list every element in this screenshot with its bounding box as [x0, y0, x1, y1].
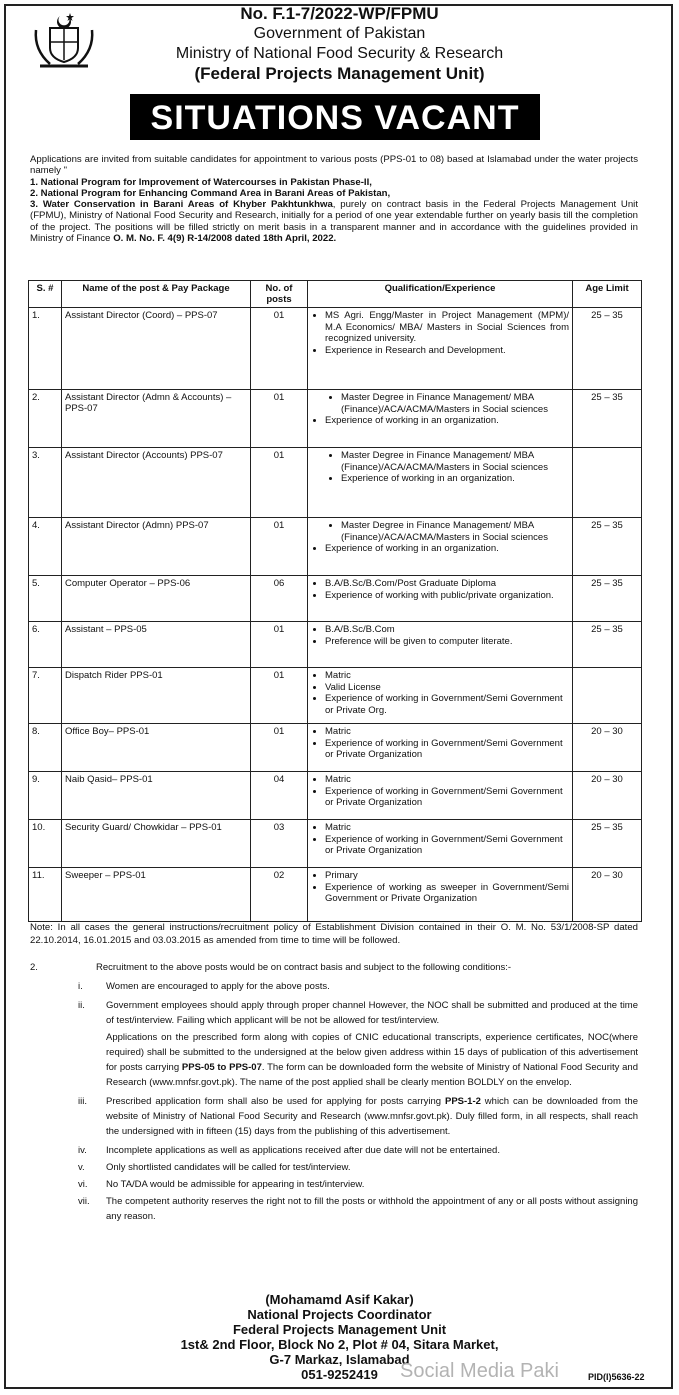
table-row [29, 772, 642, 820]
watermark-text: Social Media Paki [400, 1360, 559, 1382]
condition-item [30, 1194, 638, 1224]
row-age-limit: 20 – 30 [573, 772, 642, 820]
condition-text [106, 1094, 638, 1139]
row-age-limit: 20 – 30 [573, 868, 642, 922]
row-sn: 5. [29, 576, 62, 622]
qualification-item: • Master Degree in Finance Management/ MBA (Finance)/ACA/ACMA/Masters in Social sciences [341, 392, 569, 415]
table-row [29, 576, 642, 622]
header-no-of-posts: No. of posts [251, 281, 308, 308]
qualification-item: • Matric [325, 822, 569, 834]
condition-item [30, 1143, 638, 1158]
condition-item [30, 1177, 638, 1192]
condition-text: The competent authority reserves the right not to fill the posts or withhold the appointment of any or all posts without assigning any reason. [106, 1196, 638, 1222]
address-line-1: 1st& 2nd Floor, Block No 2, Plot # 04, Sitara Market, [180, 1337, 499, 1352]
address-line-2: G-7 Markaz, Islamabad [269, 1352, 410, 1367]
row-qualification [308, 724, 573, 772]
table-row [29, 308, 642, 390]
qualification-item: • Experience of working in an organization. [325, 415, 569, 427]
condition-item [30, 979, 638, 994]
conditions-intro-row [30, 960, 638, 975]
condition-text-part: Applications on the prescribed form along with copies of CNIC educational transcripts, experience certificates, NOC(where required) shall be submitted to the undersigned at the below given address within 15 days of publication of this advertisement for posts carrying [106, 1032, 638, 1073]
row-sn: 1. [29, 308, 62, 390]
qualification-item: • Matric [325, 726, 569, 738]
row-post-name: Assistant – PPS-05 [62, 622, 251, 668]
condition-number: v. [78, 1162, 85, 1173]
qualification-item: • Experience of working in Government/Semi Government or Private Organization [325, 786, 569, 809]
qualification-item: • Master Degree in Finance Management/ MBA (Finance)/ACA/ACMA/Masters in Social sciences [341, 520, 569, 543]
condition-item [30, 1030, 638, 1090]
row-age-limit: 25 – 35 [573, 518, 642, 576]
condition-item [30, 998, 638, 1028]
qualification-item: • MS Agri. Engg/Master in Project Management (MPM)/ M.A Economics/ MBA/ Masters in Social Sciences from recognized university. [325, 310, 569, 345]
header-qualification: Qualification/Experience [308, 281, 573, 308]
qualification-item: • Primary [325, 870, 569, 882]
row-qualification [308, 308, 573, 390]
row-post-name: Assistant Director (Coord) – PPS-07 [62, 308, 251, 390]
signatory-unit: Federal Projects Management Unit [232, 1322, 447, 1337]
intro-paragraph [30, 154, 638, 244]
intro-tail: , purely on contract basis in the Federal Projects Management Unit (FPMU), Ministry of National Food Security and Research, initially for a period of one year extendable further on yearly basis till the completion of the project. The positions will be filled strictly on merit basis in a transparent manner and in accordance with the guidelines provided in Ministry of Finance [30, 199, 638, 245]
row-sn: 7. [29, 668, 62, 724]
row-qualification [308, 820, 573, 868]
table-row [29, 390, 642, 448]
table-row [29, 820, 642, 868]
row-age-limit [573, 668, 642, 724]
header-sn: S. # [29, 281, 62, 308]
condition-text: Government employees should apply through proper channel However, the NOC shall be submitted and produced at the time of test/interview. Failing which applicant will be not be allowed for test/interview. [106, 1000, 638, 1026]
qualification-item: • Valid License [325, 682, 569, 694]
row-qualification [308, 622, 573, 668]
row-no-of-posts: 01 [251, 448, 308, 518]
qualification-item: • B.A/B.Sc/B.Com/Post Graduate Diploma [325, 578, 569, 590]
signature-block [0, 1292, 679, 1382]
row-qualification [308, 668, 573, 724]
letterhead [0, 4, 679, 84]
row-post-name: Assistant Director (Admn & Accounts) – PPS-07 [62, 390, 251, 448]
qualification-item: • Master Degree in Finance Management/ MBA (Finance)/ACA/ACMA/Masters in Social sciences [341, 450, 569, 473]
condition-text [106, 1030, 638, 1090]
row-age-limit: 25 – 35 [573, 622, 642, 668]
conditions-intro: Recruitment to the above posts would be on contract basis and subject to the following conditions:- [96, 962, 512, 973]
qualification-item: • Matric [325, 670, 569, 682]
condition-number: vi. [78, 1179, 88, 1190]
row-sn: 3. [29, 448, 62, 518]
row-no-of-posts: 01 [251, 724, 308, 772]
row-no-of-posts: 01 [251, 518, 308, 576]
qualification-item: • Preference will be given to computer literate. [325, 636, 569, 648]
table-row [29, 668, 642, 724]
table-row [29, 622, 642, 668]
phone-number: 051-9252419 [301, 1367, 378, 1382]
row-no-of-posts: 01 [251, 308, 308, 390]
row-age-limit [573, 448, 642, 518]
table-row [29, 448, 642, 518]
qualification-item: • Experience of working in an organization. [325, 543, 569, 555]
row-post-name: Sweeper – PPS-01 [62, 868, 251, 922]
qualification-item: • Experience of working in Government/Semi Government or Private Organization [325, 834, 569, 857]
row-qualification [308, 868, 573, 922]
reference-number: No. F.1-7/2022-WP/FPMU [240, 4, 439, 23]
qualification-item: • B.A/B.Sc/B.Com [325, 624, 569, 636]
header-post-name: Name of the post & Pay Package [62, 281, 251, 308]
qualification-item: • Experience of working in Government/Semi Government or Private Organization [325, 738, 569, 761]
row-no-of-posts: 06 [251, 576, 308, 622]
qualification-item: • Experience of working as sweeper in Government/Semi Government or Private Organization [325, 882, 569, 905]
row-age-limit: 25 – 35 [573, 308, 642, 390]
condition-text: Incomplete applications as well as applications received after due date will not be entertained. [106, 1145, 500, 1156]
situations-vacant-banner: SITUATIONS VACANT [130, 94, 540, 140]
qualification-item: • Matric [325, 774, 569, 786]
row-age-limit: 25 – 35 [573, 390, 642, 448]
qualification-item: • Experience of working in Government/Semi Government or Private Org. [325, 693, 569, 716]
table-row [29, 868, 642, 922]
qualification-item: • Experience of working in an organization. [341, 473, 569, 485]
row-sn: 9. [29, 772, 62, 820]
condition-number: iii. [78, 1096, 87, 1107]
header-age-limit: Age Limit [573, 281, 642, 308]
row-sn: 11. [29, 868, 62, 922]
row-post-name: Assistant Director (Admn) PPS-07 [62, 518, 251, 576]
note-text: Note: In all cases the general instructions/recruitment policy of Establishment Division contained in their O. M. No. 53/1/2008-SP dated 22.10.2014, 16.01.2015 and 03.03.2015 as amended from time to time will be followed. [30, 922, 638, 946]
table-row [29, 518, 642, 576]
row-sn: 6. [29, 622, 62, 668]
row-post-name: Office Boy– PPS-01 [62, 724, 251, 772]
row-post-name: Computer Operator – PPS-06 [62, 576, 251, 622]
condition-text: Women are encouraged to apply for the above posts. [106, 981, 330, 992]
row-sn: 8. [29, 724, 62, 772]
project-3: 3. Water Conservation in Barani Areas of Khyber Pakhtunkhwa [30, 199, 333, 211]
signatory-title: National Projects Coordinator [247, 1307, 432, 1322]
row-no-of-posts: 04 [251, 772, 308, 820]
condition-number: vii. [78, 1196, 90, 1207]
row-sn: 10. [29, 820, 62, 868]
condition-text-part: . The form can be downloaded form the website of Ministry of National Food Security and Research (www.mnfsr.govt.pk). The name of the post applied shall be clearly mention BOLDLY on the envelop. [106, 1062, 638, 1088]
row-no-of-posts: 01 [251, 390, 308, 448]
intro-lead: Applications are invited from suitable candidates for appointment to various posts (PPS-01 to 08) based at Islamabad under the water projects namely " [30, 154, 638, 177]
table-header-row [29, 281, 642, 308]
row-no-of-posts: 02 [251, 868, 308, 922]
condition-bold: PPS-05 to PPS-07 [181, 1062, 262, 1073]
project-1: 1. National Program for Improvement of Watercourses in Pakistan Phase-II, [30, 176, 372, 188]
pid-number: PID(I)5636-22 [588, 1372, 645, 1382]
condition-text-part: which can be downloaded from the website of Ministry of National Food Security and Research (www.mnfsr.govt.pk). Duly filled form, in all respects, shall reach the undersigned with in fifteen (15) days from the publishing of this advertisement. [106, 1096, 638, 1137]
condition-text-part: Prescribed application form shall also be used for applying for posts carrying [106, 1096, 445, 1107]
condition-number: iv. [78, 1145, 87, 1156]
conditions-section [30, 960, 638, 1224]
row-age-limit: 25 – 35 [573, 820, 642, 868]
condition-bold: PPS-1-2 [444, 1096, 481, 1107]
intro-body [30, 199, 638, 244]
condition-number [30, 1030, 106, 1090]
table-row [29, 724, 642, 772]
condition-item [30, 1094, 638, 1139]
row-post-name: Naib Qasid– PPS-01 [62, 772, 251, 820]
row-sn: 4. [29, 518, 62, 576]
row-age-limit: 20 – 30 [573, 724, 642, 772]
condition-text: No TA/DA would be admissible for appearing in test/interview. [106, 1179, 365, 1190]
project-2: 2. National Program for Enhancing Command Area in Barani Areas of Pakistan, [30, 187, 391, 199]
condition-number: i. [78, 981, 83, 992]
row-qualification [308, 390, 573, 448]
unit-name: (Federal Projects Management Unit) [194, 64, 485, 83]
qualification-item: • Experience in Research and Development. [325, 345, 569, 357]
row-sn: 2. [29, 390, 62, 448]
row-no-of-posts: 01 [251, 668, 308, 724]
row-age-limit: 25 – 35 [573, 576, 642, 622]
condition-item [30, 1160, 638, 1175]
note-section [30, 921, 638, 947]
row-qualification [308, 772, 573, 820]
row-no-of-posts: 01 [251, 622, 308, 668]
government-name: Government of Pakistan [253, 25, 426, 42]
signatory-name: (Mohamamd Asif Kakar) [265, 1292, 414, 1307]
posts-table [28, 280, 642, 922]
row-qualification [308, 518, 573, 576]
finance-om: O. M. No. F. 4(9) R-14/2008 dated 18th April, 2022. [113, 233, 337, 245]
row-no-of-posts: 03 [251, 820, 308, 868]
ministry-name: Ministry of National Food Security & Research [175, 45, 504, 62]
qualification-item: • Experience of working with public/private organization. [325, 590, 569, 602]
row-post-name: Security Guard/ Chowkidar – PPS-01 [62, 820, 251, 868]
row-post-name: Dispatch Rider PPS-01 [62, 668, 251, 724]
condition-number: ii. [78, 1000, 85, 1011]
condition-text: Only shortlisted candidates will be called for test/interview. [106, 1162, 351, 1173]
row-post-name: Assistant Director (Accounts) PPS-07 [62, 448, 251, 518]
row-qualification [308, 576, 573, 622]
row-qualification [308, 448, 573, 518]
condition-number: 2. [30, 962, 38, 973]
